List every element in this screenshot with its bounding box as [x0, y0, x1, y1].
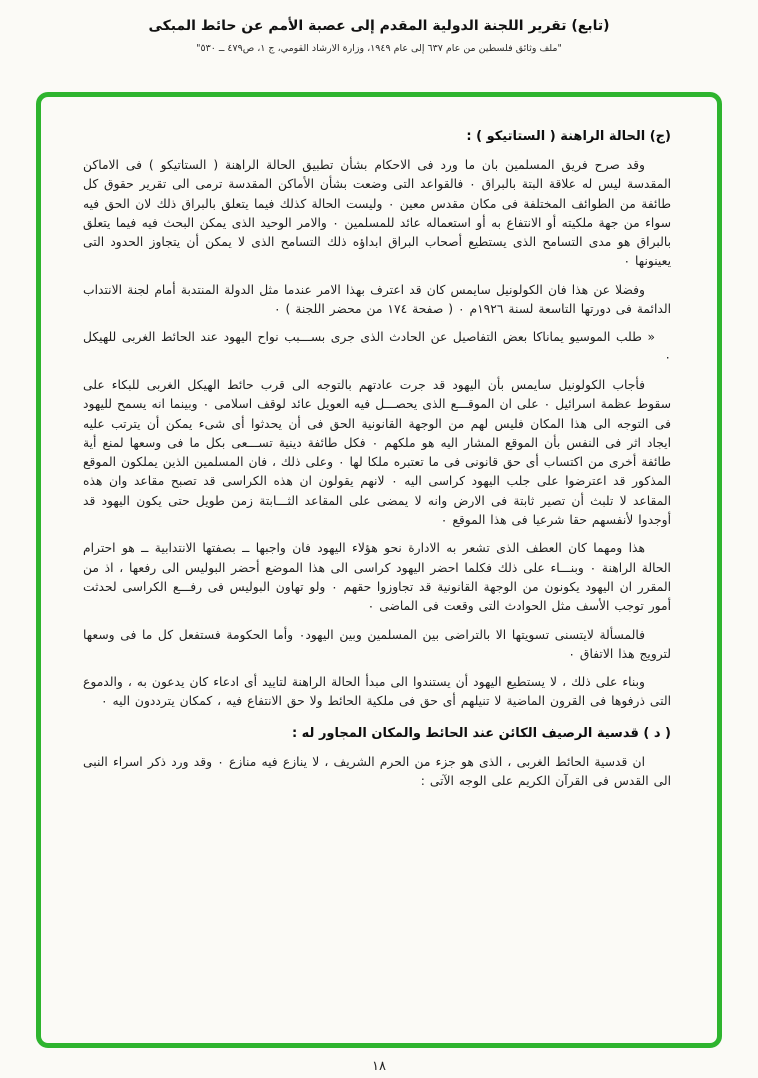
section-c-heading: (ج) الحالة الراهنة ( الستاتيكو ) : — [466, 129, 671, 144]
paragraph-c3-quote: « طلب الموسيو يماناكا بعض التفاصيل عن الحادث الذى جرى بســـبب نواح اليهود عند الحائط الغربى للهيكل ٠ — [83, 330, 671, 364]
paragraph-c2: وفضلا عن هذا فان الكولونيل سايمس كان قد اعترف بهذا الامر عندما مثل الدولة المنتدبة أمام لجنة الانتداب الدائمة فى دورتها التاسعة لسنة ١٩٢٦م ٠ ( صفحة ١٧٤ من محضر اللجنة ) ٠ — [83, 282, 671, 317]
paragraph-c4: فأجاب الكولونيل سايمس بأن اليهود قد جرت عادتهم بالتوجه الى قرب حائط الهيكل الغربى للبكاء على سقوط عظمة اسرائيل ٠ على ان الموقـــع الذى يحصـــل فيه العويل عائد لوقف اسلامى ٠ وبينما انه يسمح لليهود فى التوجه الى هذا المكان فليس لهم من الوجهة القانونية الحق فى أن يحدثوا أى شىء يمكن أن يترتب عليه ايجاد اثر فى النفس بأن الموقع المشار اليه هو ملكهم ٠ فكل طائفة دينية تســـعى بكل ما فى وسعها لمنع أية طائفة أخرى من اكتساب أى حق قانونى فى ما تعتبره ملكا لها ٠ وعلى ذلك ، فان المسلمين الذين يملكون الموقع المذكور قد اعترضوا على جلب اليهود كراسى اليه ٠ لانهم يقولون ان هذه الكراسى قد تصبح مقاعد وان هذه المقاعد لا تلبث أن تصير ثابتة فى الارض وانه لا يمضى على المقاعد الثـــابتة زمن طويل حتى يكون اليهود قد أوجدوا لأنفسهم حقا شرعيا فى هذا الموقع ٠ — [83, 377, 671, 528]
paragraph-c7: وبناء على ذلك ، لا يستطيع اليهود أن يستندوا الى مبدأ الحالة الراهنة لتاييد أى ادعاء كان يدعون به ، والدموع التى ذرفوها فى القرون الماضية لا تنيلهم أى حق فى ملكية الحائط ولا حق الانتفاع فيه ، كمكان يترددون اليه ٠ — [83, 675, 671, 709]
content-border-box — [36, 92, 722, 1048]
section-d-heading: ( د ) قدسية الرصيف الكائن عند الحائط والمكان المجاور له : — [291, 725, 671, 741]
paragraph-c5: هذا ومهما كان العطف الذى تشعر به الادارة نحو هؤلاء اليهود فان واجبها ــ بصفتها الانتدابية ــ هو احترام الحالة الراهنة ٠ وبنـــاء على ذلك فكلما احضر اليهود كراسى الى هذا الموضع أحضر البوليس الى رفعها ، اذ من المقرر ان اليهود يكونون من الوجهة القانونية قد تجاوزوا حقهم ٠ ولو تهاون البوليس فى رفـــع الكراسى لحدثت أمور توجب الأسف مثل الحوادث التى وقعت فى الماضى ٠ — [83, 541, 672, 614]
document-title: (تابع) تقرير اللجنة الدولية المقدم إلى عصبة الأمم عن حائط المبكى — [148, 18, 610, 34]
page-number: ١٨ — [372, 1059, 386, 1074]
paragraph-c1: وقد صرح فريق المسلمين بان ما ورد فى الاحكام بشأن تطبيق الحالة الراهنة ( الستاتيكو ) فى الاماكن المقدسة ليس له علاقة البتة بالبراق ٠ فالقواعد التى وضعت بشأن الأماكن المقدسة ترمى الى تقرير حقوق كل طائفة من الطوائف المختلفة فى مكان مقدس معين ٠ وليست الحالة كذلك فيما يتعلق بالبراق ذلك لان الحق فيه سواء من جهة ملكيته أو الانتفاع به أو استعماله عائد للمسلمين ٠ والامر الوحيد الذى يمكن البحث فيه فيما يتعلق بالبراق هو مدى التسامح الذى يستطيع أصحاب البراق ابداؤه ذلك التسامح الذى لا يمكن أن يتجاوز الحدود التى يعينونها ٠ — [83, 158, 672, 269]
document-citation: "ملف وثائق فلسطين من عام ٦٣٧ إلى عام ١٩٤٩، وزارة الارشاد القومي، ج ١، ص٤٧٩ ــ ٥٣٠" — [196, 43, 562, 54]
paragraph-d1: ان قدسية الحائط الغربى ، الذى هو جزء من الحرم الشريف ، لا ينازع فيه منازع ٠ وقد ورد ذكر اسراء النبى الى القدس فى القرآن الكريم على الوجه الآتى : — [83, 754, 671, 789]
document-header — [0, 0, 758, 54]
paragraph-c6: فالمسألة لايتسنى تسويتها الا بالتراضى بين المسلمين وبين اليهود٠ وأما الحكومة فستفعل كل ما فى وسعها لترويج هذا الاتفاق ٠ — [83, 627, 671, 661]
